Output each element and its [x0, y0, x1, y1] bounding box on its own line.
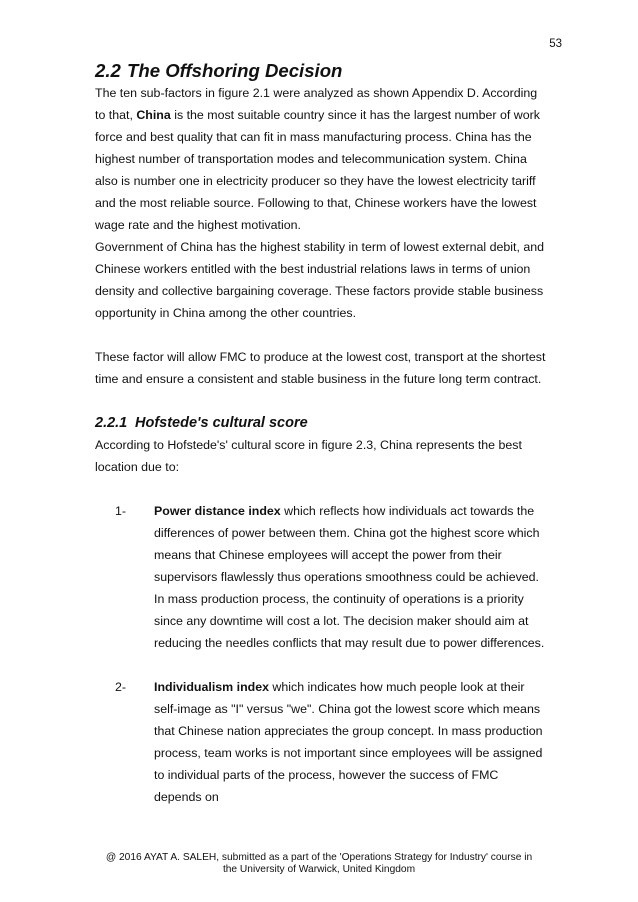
factor-list	[95, 500, 548, 808]
page-footer	[80, 852, 558, 876]
section-number: 2.2	[95, 60, 121, 81]
bold-country: China	[136, 108, 171, 122]
list-marker: 1-	[115, 504, 127, 518]
subsection-heading	[95, 412, 548, 434]
list-item-text: which reflects how individuals act towards the differences of power between them. China got the highest score which means that Chinese employees will accept the power from their supervisors flawlessly thus operations smoothness could be achieved. In mass production process, the continuity of operations is a priority since any downtime will cost a lot. The decision maker should aim at reducing the needles conflicts that may result due to power differences.	[154, 504, 545, 650]
footer-line-1: @ 2016 AYAT A. SALEH, submitted as a part of the 'Operations Strategy for Industry' course in	[105, 852, 533, 863]
list-item-term: Power distance index	[154, 504, 281, 518]
page-number: 53	[549, 38, 562, 50]
list-marker: 2-	[115, 680, 127, 694]
list-item-term: Individualism index	[154, 680, 269, 694]
section-heading	[95, 60, 548, 82]
section-title: The Offshoring Decision	[127, 60, 343, 81]
paragraph-1: The ten sub-factors in figure 2.1 were analyzed as shown Appendix D. According to that, China is the most suitable country since it has the largest number of work force and best quality that can fit in mass manufacturing process. China has the highest number of transportation modes and telecommunication system. China also is number one in electricity producer so they have the lowest electricity tariff and the most reliable source. Following to that, Chinese workers have the lowest wage rate and the highest motivation.	[95, 86, 540, 232]
subsection-title: Hofstede's cultural score	[135, 415, 308, 431]
subsection-intro: According to Hofstede's' cultural score in figure 2.3, China represents the best location due to:	[95, 438, 522, 474]
paragraph-2: Government of China has the highest stability in term of lowest external debit, and Chinese workers entitled with the best industrial relations laws in terms of union density and collective bargaining coverage. These factors provide stable business opportunity in China among the other countries.	[95, 240, 545, 320]
footer-line-2: the University of Warwick, United Kingdom	[222, 864, 416, 875]
list-item-text: which indicates how much people look at their self-image as "I" versus "we". China got the lowest score which means that Chinese nation appreciates the group concept. In mass production process, team works is not important since employees will be assigned to individual parts of the process, however the success of FMC depends on	[154, 680, 543, 804]
page-content	[95, 60, 548, 808]
subsection-number: 2.2.1	[95, 415, 128, 431]
paragraph-3: These factor will allow FMC to produce at the lowest cost, transport at the shortest time and ensure a consistent and stable business in the future long term contract.	[95, 350, 546, 386]
list-item	[115, 500, 548, 654]
list-item	[115, 676, 548, 808]
